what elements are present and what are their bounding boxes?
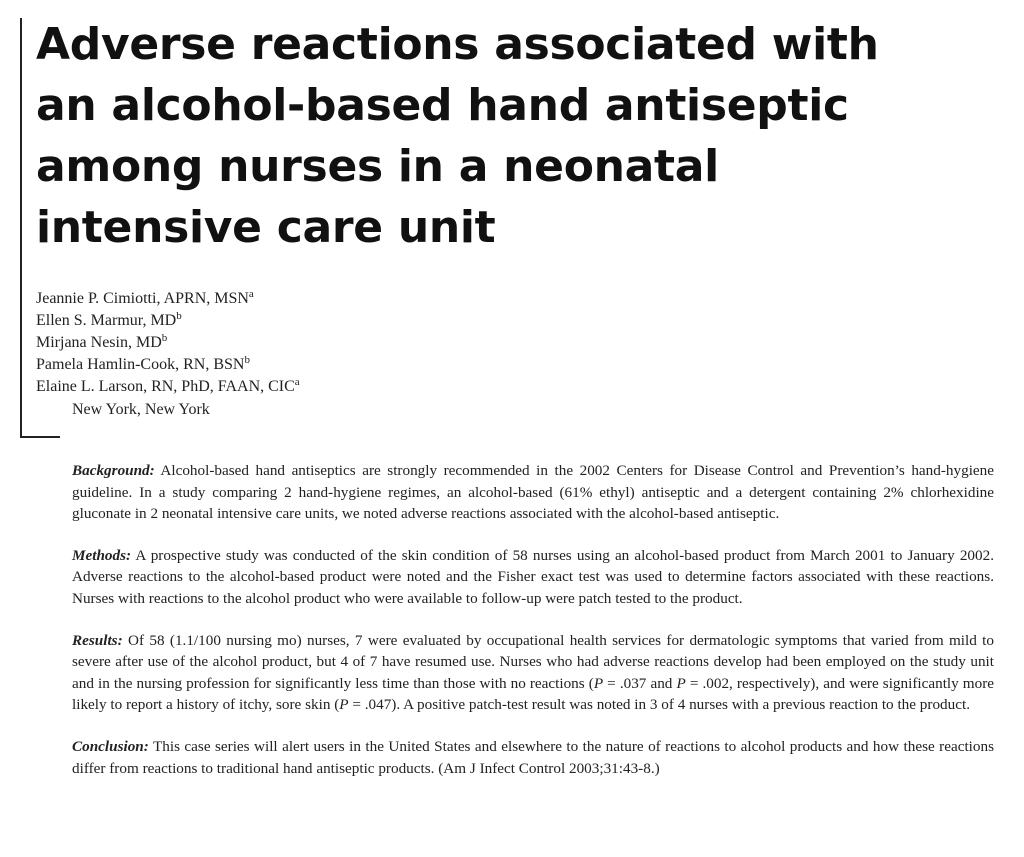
- author-list: [36, 288, 300, 421]
- author-name: Mirjana Nesin, MD: [36, 334, 162, 351]
- author-name: Pamela Hamlin-Cook, RN, BSN: [36, 356, 245, 373]
- author-affiliation-mark: a: [294, 376, 300, 388]
- author-name: Ellen S. Marmur, MD: [36, 312, 177, 329]
- abstract-methods: [72, 545, 994, 610]
- author-affiliation-mark: b: [161, 332, 168, 344]
- p-value-symbol: P: [676, 674, 686, 692]
- section-text: Of 58 (1.1/100 nursing mo) nurses, 7 were evaluated by occupational health services for dermatologic symptoms that varied from mild to severe after use of the alcohol product, but 4 of 7 have resumed use. Nurses who had adverse reactions develop had been employed on the study unit and in the nursing profession for significantly less time than those with no reactions (: [72, 631, 994, 692]
- author-affiliation-mark: b: [244, 354, 250, 366]
- article-title: [36, 14, 976, 258]
- section-label: Background:: [72, 462, 155, 479]
- author-location: New York, New York: [72, 401, 210, 418]
- section-text: = .037 and: [603, 674, 677, 692]
- author: [36, 288, 300, 310]
- author-name: Elaine L. Larson, RN, PhD, FAAN, CIC: [36, 378, 295, 395]
- author: [36, 332, 300, 354]
- abstract-conclusion: [72, 736, 994, 779]
- p-value-symbol: P: [339, 696, 349, 714]
- section-text: This case series will alert users in the United States and elsewhere to the nature of reactions to alcohol products and how these reactions differ from reactions to traditional hand antiseptic products. (Am J Infect Control 2003;31:43-8.): [72, 737, 994, 777]
- author-affiliation-mark: b: [176, 310, 182, 322]
- section-label: Methods:: [72, 546, 132, 564]
- title-line: intensive care unit: [36, 202, 496, 253]
- author-affiliation-mark: a: [248, 288, 254, 300]
- section-label: Conclusion:: [72, 737, 149, 755]
- abstract: [72, 460, 994, 799]
- section-label: Results:: [72, 631, 123, 649]
- title-line: Adverse reactions associated with: [36, 19, 879, 70]
- section-text: = .002, respectively), and were significantly more likely to report a history of itchy, sore skin (: [72, 674, 995, 714]
- author: [36, 376, 300, 398]
- author: [36, 310, 300, 332]
- abstract-results: [72, 630, 994, 716]
- author-name: Jeannie P. Cimiotti, APRN, MSN: [36, 290, 249, 307]
- title-line: among nurses in a neonatal: [36, 141, 719, 192]
- section-text: = .047). A positive patch-test result was noted in 3 of 4 nurses with a previous reaction to the product.: [348, 696, 970, 714]
- p-value-symbol: P: [593, 674, 604, 692]
- abstract-background: [72, 460, 994, 525]
- author: [36, 354, 300, 376]
- section-text: Alcohol-based hand antiseptics are strongly recommended in the 2002 Centers for Disease Control and Prevention’s hand-hygiene guideline. In a study comparing 2 hand-hygiene regimes, an alcohol-based (61% ethyl) antiseptic and a detergent containing 2% chlorhexidine gluconate in 2 neonatal intensive care units, we noted adverse reactions associated with the alcohol-based antiseptic.: [72, 462, 994, 523]
- title-line: an alcohol-based hand antiseptic: [36, 80, 849, 131]
- section-text: A prospective study was conducted of the skin condition of 58 nurses using an alcohol-based product from March 2001 to January 2002. Adverse reactions to the alcohol-based product were noted and the Fisher exact test was used to determine factors associated with these reactions. Nurses with reactions to the alcohol product who were available to follow-up were patch tested to the product.: [72, 546, 994, 607]
